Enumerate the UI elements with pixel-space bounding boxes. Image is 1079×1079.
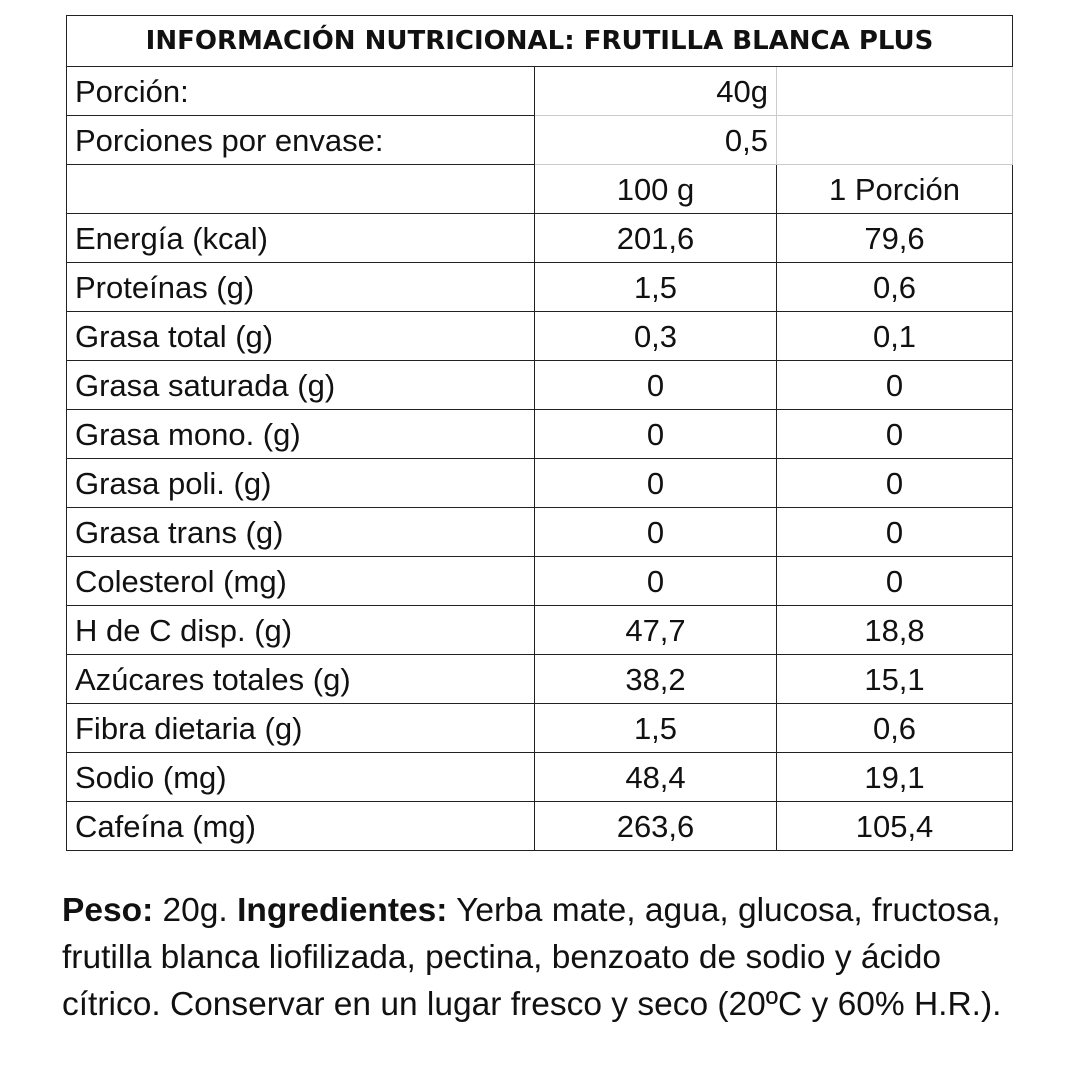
nutrient-label: Grasa saturada (g) (67, 361, 535, 410)
nutrient-per-100: 1,5 (535, 704, 777, 753)
table-row (67, 459, 1013, 508)
nutrient-per-100: 201,6 (535, 214, 777, 263)
nutrient-label: Fibra dietaria (g) (67, 704, 535, 753)
ingredients-text: Yerba mate, agua, glucosa, fructosa, frutilla blanca liofilizada, pectina, benzoato de sodio y ácido cítrico. Conservar en un lugar fresco y seco (20ºC y 60% H.R.). (62, 892, 1002, 1023)
nutrient-per-portion: 0 (777, 557, 1013, 606)
table-row (67, 508, 1013, 557)
nutrient-per-portion: 0 (777, 508, 1013, 557)
servings-per-package-row (67, 116, 1013, 165)
nutrient-per-portion: 15,1 (777, 655, 1013, 704)
nutrient-per-100: 263,6 (535, 802, 777, 851)
table-title: INFORMACIÓN NUTRICIONAL: FRUTILLA BLANCA PLUS (67, 16, 1013, 67)
nutrient-per-portion: 0,6 (777, 263, 1013, 312)
servings-per-package-label: Porciones por envase: (67, 116, 535, 165)
nutrient-per-portion: 18,8 (777, 606, 1013, 655)
nutrition-table (66, 15, 1013, 851)
nutrient-per-100: 0 (535, 361, 777, 410)
nutrient-per-portion: 0,1 (777, 312, 1013, 361)
ingredients-paragraph (62, 887, 1022, 1028)
nutrient-per-portion: 0 (777, 459, 1013, 508)
nutrient-per-portion: 105,4 (777, 802, 1013, 851)
title-row (67, 16, 1013, 67)
ingredients-label: Ingredientes: (237, 892, 448, 929)
serving-label: Porción: (67, 67, 535, 116)
nutrient-per-100: 0 (535, 459, 777, 508)
nutrient-per-100: 48,4 (535, 753, 777, 802)
nutrient-label: Proteínas (g) (67, 263, 535, 312)
nutrient-label: Grasa trans (g) (67, 508, 535, 557)
table-row (67, 655, 1013, 704)
nutrient-label: Grasa poli. (g) (67, 459, 535, 508)
table-row (67, 410, 1013, 459)
nutrient-per-100: 0 (535, 508, 777, 557)
table-row (67, 361, 1013, 410)
nutrient-per-portion: 0,6 (777, 704, 1013, 753)
nutrient-per-100: 0 (535, 410, 777, 459)
servings-per-package-value: 0,5 (535, 116, 777, 165)
nutrient-per-100: 1,5 (535, 263, 777, 312)
nutrient-per-100: 0,3 (535, 312, 777, 361)
table-row (67, 312, 1013, 361)
nutrient-per-portion: 19,1 (777, 753, 1013, 802)
header-blank-cell (67, 165, 535, 214)
nutrient-label: Colesterol (mg) (67, 557, 535, 606)
column-header-row (67, 165, 1013, 214)
table-row (67, 557, 1013, 606)
nutrient-per-100: 47,7 (535, 606, 777, 655)
header-per-100: 100 g (535, 165, 777, 214)
table-row (67, 263, 1013, 312)
nutrient-per-portion: 0 (777, 361, 1013, 410)
nutrient-per-100: 0 (535, 557, 777, 606)
weight-label: Peso: (62, 892, 154, 929)
nutrient-per-100: 38,2 (535, 655, 777, 704)
header-per-portion: 1 Porción (777, 165, 1013, 214)
nutrient-per-portion: 79,6 (777, 214, 1013, 263)
nutrient-label: Grasa mono. (g) (67, 410, 535, 459)
nutrient-label: Azúcares totales (g) (67, 655, 535, 704)
nutrient-label: H de C disp. (g) (67, 606, 535, 655)
servings-per-package-blank-cell (777, 116, 1013, 165)
nutrient-label: Grasa total (g) (67, 312, 535, 361)
serving-row (67, 67, 1013, 116)
nutrient-label: Cafeína (mg) (67, 802, 535, 851)
table-row (67, 704, 1013, 753)
table-row (67, 802, 1013, 851)
table-row (67, 606, 1013, 655)
nutrient-label: Energía (kcal) (67, 214, 535, 263)
serving-blank-cell (777, 67, 1013, 116)
table-row (67, 753, 1013, 802)
weight-value: 20g. (153, 892, 238, 929)
serving-value: 40g (535, 67, 777, 116)
table-row (67, 214, 1013, 263)
nutrient-label: Sodio (mg) (67, 753, 535, 802)
nutrient-per-portion: 0 (777, 410, 1013, 459)
